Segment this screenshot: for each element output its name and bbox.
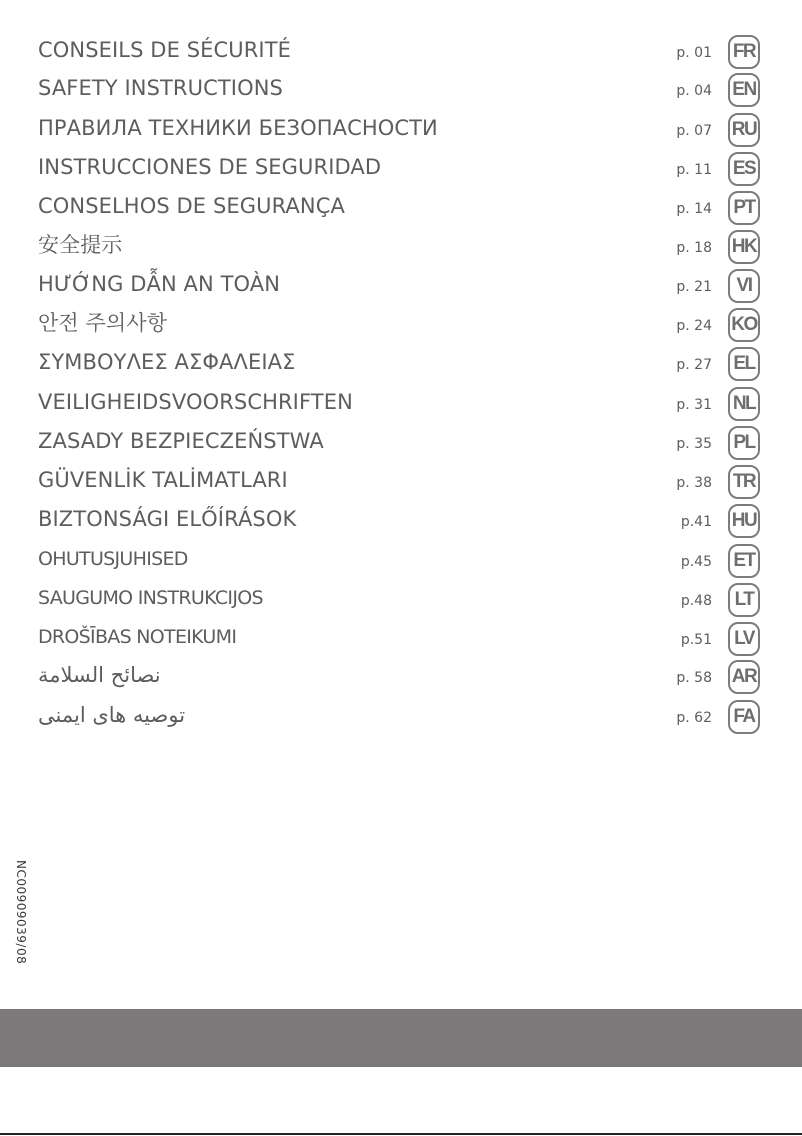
toc-entry-ar[interactable] (0, 660, 802, 699)
toc-entry-title: ZASADY BEZPIECZEŃSTWA (38, 429, 324, 453)
toc-entry-page-number: p.48 (680, 593, 712, 609)
toc-entry-page-number: p.45 (680, 554, 712, 570)
toc-entry-pl[interactable] (0, 426, 802, 465)
toc-entry-pt[interactable] (0, 191, 802, 230)
toc-entry-hk[interactable] (0, 230, 802, 269)
toc-entry-fr[interactable] (0, 35, 802, 74)
toc-entry-page-number: p. 27 (676, 357, 712, 373)
toc-entry-page-number: p. 24 (676, 318, 712, 334)
footer-band (0, 1009, 802, 1067)
language-code-badge: PT (728, 191, 760, 225)
toc-entry-ru[interactable] (0, 113, 802, 152)
toc-entry-page-number: p. 62 (676, 710, 712, 726)
toc-entry-page-number: p.41 (680, 514, 712, 530)
language-code-badge: EL (728, 347, 760, 381)
toc-entry-title: SAFETY INSTRUCTIONS (38, 76, 283, 100)
toc-entry-ko[interactable] (0, 308, 802, 347)
toc-entry-page-number: p. 07 (676, 123, 712, 139)
toc-entry-vi[interactable] (0, 269, 802, 308)
language-code-badge: KO (728, 308, 760, 342)
toc-entry-page-number: p. 04 (676, 83, 712, 99)
toc-entry-title: VEILIGHEIDSVOORSCHRIFTEN (38, 390, 353, 414)
language-code-badge: FR (728, 35, 760, 69)
toc-entry-tr[interactable] (0, 465, 802, 504)
toc-entry-title: SAUGUMO INSTRUKCIJOS (38, 587, 263, 609)
language-code-badge: EN (728, 73, 760, 107)
language-code-badge: FA (728, 700, 760, 734)
language-code-badge: VI (728, 269, 760, 303)
language-code-badge: ES (728, 152, 760, 186)
document-reference-code: NC00909039/08 (14, 860, 28, 965)
toc-entry-title: GÜVENLİK TALİMATLARI (38, 468, 288, 492)
toc-entry-fa[interactable] (0, 700, 802, 739)
toc-entry-title: 安全提示 (38, 233, 123, 257)
toc-entry-title: ΣΥΜΒΟΥΛΕΣ ΑΣΦΑΛΕΙΑΣ (38, 350, 296, 374)
toc-entry-page-number: p. 31 (676, 397, 712, 413)
language-code-badge: HK (728, 230, 760, 264)
toc-entry-title: OHUTUSJUHISED (38, 548, 188, 570)
language-code-badge: PL (728, 426, 760, 460)
toc-entry-en[interactable] (0, 73, 802, 112)
toc-entry-page-number: p. 21 (676, 279, 712, 295)
toc-entry-title: INSTRUCCIONES DE SEGURIDAD (38, 155, 382, 179)
toc-entry-title: 안전 주의사항 (38, 311, 168, 335)
toc-entry-lt[interactable] (0, 583, 802, 622)
language-code-badge: LV (728, 622, 760, 656)
toc-entry-page-number: p. 14 (676, 201, 712, 217)
language-code-badge: ET (728, 544, 760, 578)
toc-entry-nl[interactable] (0, 387, 802, 426)
language-code-badge: NL (728, 387, 760, 421)
toc-entry-et[interactable] (0, 544, 802, 583)
toc-entry-page-number: p. 35 (676, 436, 712, 452)
toc-entry-page-number: p. 01 (676, 45, 712, 61)
toc-entry-title: ПРАВИЛА ТЕХНИКИ БЕЗОПАСНОСТИ (38, 116, 438, 140)
language-code-badge: LT (728, 583, 760, 617)
toc-entry-title: CONSELHOS DE SEGURANÇA (38, 194, 345, 218)
toc-entry-page-number: p. 38 (676, 475, 712, 491)
toc-entry-page-number: p.51 (680, 632, 712, 648)
language-code-badge: TR (728, 465, 760, 499)
toc-entry-title: نصائح السلامة (38, 663, 161, 687)
toc-entry-hu[interactable] (0, 504, 802, 543)
toc-entry-page-number: p. 11 (676, 162, 712, 178)
bottom-rule (0, 1133, 802, 1135)
language-code-badge: HU (728, 504, 760, 538)
toc-entry-title: توصیه های ایمنی (38, 703, 186, 727)
toc-entry-title: CONSEILS DE SÉCURITÉ (38, 38, 292, 62)
toc-entry-page-number: p. 18 (676, 240, 712, 256)
language-code-badge: AR (728, 660, 760, 694)
toc-entry-title: DROŠĪBAS NOTEIKUMI (38, 626, 237, 648)
toc-entry-title: HƯỚNG DẪN AN TOÀN (38, 272, 281, 296)
toc-entry-lv[interactable] (0, 622, 802, 661)
language-code-badge: RU (728, 113, 760, 147)
toc-entry-es[interactable] (0, 152, 802, 191)
toc-entry-el[interactable] (0, 347, 802, 386)
toc-entry-title: BIZTONSÁGI ELŐÍRÁSOK (38, 507, 297, 531)
toc-entry-page-number: p. 58 (676, 670, 712, 686)
